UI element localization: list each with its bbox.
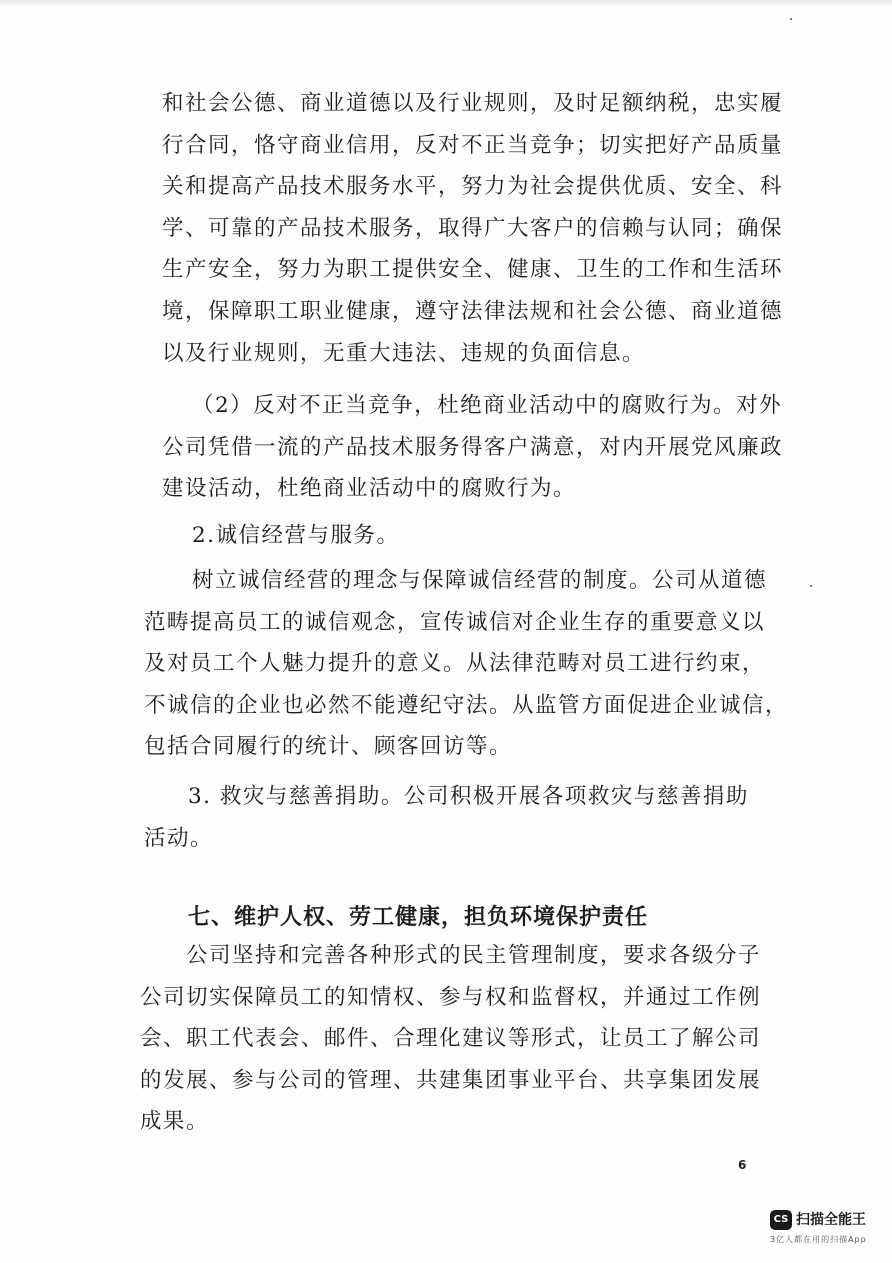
paragraph-democratic-management — [140, 935, 762, 1143]
camscanner-logo-icon: CS — [770, 1210, 792, 1230]
text-line: 公司凭借一流的产品技术服务得客户满意，对内开展党风廉政 — [162, 434, 784, 460]
text-line: 活动。 — [144, 825, 214, 851]
page-number: 6 — [738, 1158, 747, 1172]
text-line: 关和提高产品技术服务水平，努力为社会提供优质、安全、科 — [162, 174, 784, 200]
paragraph-social-ethics — [162, 83, 783, 374]
text-line: 会、职工代表会、邮件、合理化建议等形式，让员工了解公司 — [140, 1026, 762, 1052]
item-3-disaster-relief — [144, 776, 749, 859]
paragraph-anti-corruption — [162, 385, 784, 510]
text-line: 不诚信的企业也必然不能遵纪守法。从监管方面促进企业诚信， — [144, 692, 789, 718]
text-line: 成果。 — [140, 1109, 210, 1135]
item-2-title: 2.诚信经营与服务。 — [192, 523, 400, 548]
text-line: 及对员工个人魅力提升的意义。从法律范畴对员工进行约束， — [144, 651, 766, 677]
text-line: 以及行业规则，无重大违法、违规的负面信息。 — [162, 340, 646, 366]
scan-speck — [810, 585, 812, 587]
paragraph-integrity — [144, 560, 789, 768]
text-line: 建设活动，杜绝商业活动中的腐败行为。 — [162, 476, 577, 502]
section-7-heading: 七、维护人权、劳工健康，担负环境保护责任 — [188, 905, 649, 930]
scanner-watermark — [770, 1210, 882, 1254]
text-line: 范畴提高员工的诚信观念，宣传诚信对企业生存的重要意义以 — [144, 609, 766, 635]
watermark-subtitle: 3亿人都在用的扫描App — [770, 1235, 867, 1244]
text-line: 树立诚信经营的理念与保障诚信经营的制度。公司从道德 — [192, 568, 768, 593]
scan-top-edge — [0, 0, 892, 6]
text-line: 的发展、参与公司的管理、共建集团事业平台、共享集团发展 — [140, 1067, 762, 1093]
text-line: 生产安全，努力为职工提供安全、健康、卫生的工作和生活环 — [162, 257, 784, 283]
text-line: 和社会公德、商业道德以及行业规则，及时足额纳税，忠实履 — [162, 91, 784, 116]
scan-speck — [790, 18, 792, 20]
text-line: 3. 救灾与慈善捐助。公司积极开展各项救灾与慈善捐助 — [188, 784, 749, 809]
text-line: （2）反对不正当竞争，杜绝商业活动中的腐败行为。对外 — [192, 393, 783, 418]
watermark-title: 扫描全能王 — [796, 1212, 866, 1228]
text-line: 公司切实保障员工的知情权、参与权和监督权，并通过工作例 — [140, 984, 762, 1010]
text-line: 境，保障职工职业健康，遵守法律法规和社会公德、商业道德 — [162, 298, 784, 324]
text-line: 公司坚持和完善各种形式的民主管理制度，要求各级分子 — [186, 943, 762, 968]
text-line: 学、可靠的产品技术服务，取得广大客户的信赖与认同；确保 — [162, 215, 784, 241]
text-line: 包括合同履行的统计、顾客回访等。 — [144, 734, 513, 760]
text-line: 行合同，恪守商业信用，反对不正当竞争；切实把好产品质量 — [162, 132, 784, 158]
